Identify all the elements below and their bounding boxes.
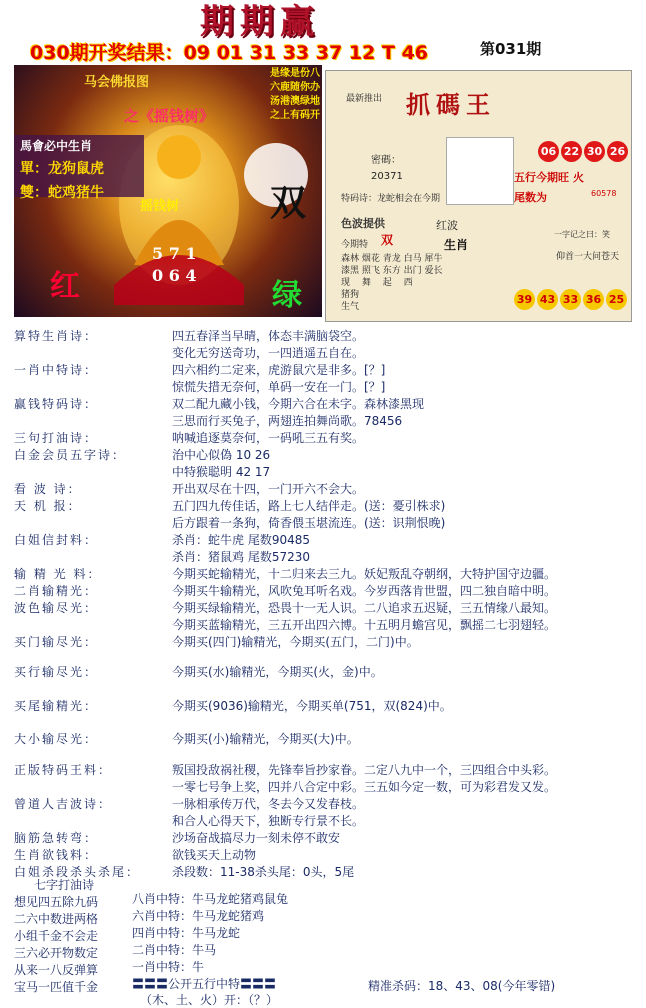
poster-tree: 摇钱树 [140, 199, 180, 214]
top-ball: 26 [607, 141, 628, 162]
list-item: 和合人心得天下，独断专行景不长。 [172, 814, 365, 828]
bottom-ball: 25 [606, 289, 627, 310]
zodiac-pick: 一肖中特：牛 [132, 960, 205, 974]
qizi-line: 从来一八反弹算 [14, 963, 99, 977]
bottom-ball: 36 [583, 289, 604, 310]
precise-kill: 精准杀码：18、43、08(今年零错) [368, 979, 556, 993]
list-item: 白姐杀段杀头杀尾： 杀段数：11-38杀头尾：0头，5尾 [14, 865, 355, 879]
weishu-label: 尾数为 [514, 191, 547, 204]
zodiac-picks [132, 891, 288, 976]
code-note: 特码诗：龙蛇相会在今期 [341, 194, 441, 204]
wuxing-label: 五行今期旺 火 [514, 171, 584, 184]
issue-number: 第031期 [480, 40, 542, 58]
list-item: 买行输尽光： 今期买(水)输精光，今期买(火，金)中。 [14, 665, 383, 679]
list-item: 后方跟着一条狗，倚香偎玉堪流连。(送：识荆恨晚) [172, 516, 446, 530]
qizi-line: 想见四五除九码 [14, 895, 99, 909]
list-item: 赢钱特码诗： 双二配九藏小钱，今期六合在未字。森林漆黑现 [14, 397, 425, 411]
jinqi-value: 双 [381, 233, 394, 247]
bottom-ball: 33 [560, 289, 581, 310]
figure-icon [446, 137, 514, 205]
list-item: 变化无穷送奇功，一四逍遥五自在。 [172, 346, 365, 360]
top-ball: 30 [584, 141, 605, 162]
list-item: 算特生肖诗： 四五春泽当早晴，体态丰满脑袋空。 [14, 329, 365, 343]
qizi-poem [14, 877, 134, 996]
poster-numbers-line1: 5 7 1 [152, 244, 197, 263]
poster-numbers [152, 243, 197, 287]
poster-subtitle: 之《摇钱树》 [124, 107, 215, 125]
list-item: 生肖欲钱料： 欲钱买天上动物 [14, 848, 257, 862]
verse-col: 白马出门西 [403, 254, 422, 288]
list-item: 白金会员五字诗： 治中心似偽 10 26 [14, 448, 271, 462]
poster-side-text: 是缘是份八六鹿随你办汤港澳绿地之上有码开 [270, 68, 320, 121]
wuxing-answer: （木、土、火）开：（？） [140, 993, 279, 1007]
list-item: 看 波 诗： 开出双尽在十四，一门开六不会大。 [14, 482, 365, 496]
zodiac-pick: 八肖中特：牛马龙蛇猪鸡鼠兔 [132, 892, 289, 906]
zodiac-box-title: 馬會必中生肖 [20, 139, 93, 153]
list-item: 买尾输精光： 今期买(9036)输精光，今期买单(751，双(824)中。 [14, 699, 452, 713]
list-item: 脑筋急转弯： 沙场奋战搞尽力一刻未停不敢安 [14, 831, 341, 845]
yzj-label: 一字记之曰：笑 [554, 230, 610, 239]
list-item: 今期买蓝输精光，三五开出四六博。十五明月蟾宫见，飘摇二七羽翅轻。 [172, 618, 557, 632]
verse-col: 猪狗生气 [341, 290, 360, 312]
poster-red: 红 [50, 269, 80, 304]
draw-result: 030期开奖结果：09 01 31 33 37 12 T 46 [30, 42, 429, 64]
code-value: 20371 [371, 171, 403, 182]
list-item: 三句打油诗： 呐喊追逐莫奈何，一码吼三五有奖。 [14, 431, 365, 445]
list-item: 波色输尽光： 今期买绿输精光，恐畏十一无人识。二八追求五迟疑，三五情缘八最知。 [14, 601, 557, 615]
brand-title: 期期赢 [200, 2, 320, 42]
wuxing-title: 〓〓〓公开五行中特〓〓〓 [132, 977, 277, 991]
list-item: 杀肖：猪鼠鸡 尾数57230 [172, 550, 310, 564]
qizi-line: 二六中数进两格 [14, 912, 99, 926]
yzj-line: 仰首一大问苍天 [556, 252, 620, 262]
verse-col: 森林漆黑现 [341, 254, 360, 288]
sebo-label: 色波提供 [341, 217, 385, 230]
list-item: 白姐信封料： 杀肖：蛇牛虎 尾数90485 [14, 533, 310, 547]
panel-title: 抓碼王 [406, 90, 496, 119]
zodiac-even: 雙：蛇鸡猪牛 [20, 185, 104, 201]
panel-new-label: 最新推出 [346, 94, 383, 104]
zodiac-pick: 四肖中特：牛马龙蛇 [132, 926, 241, 940]
zodiac-pick: 六肖中特：牛马龙蛇猪鸡 [132, 909, 265, 923]
header [0, 0, 646, 62]
qizi-title: 七字打油诗 [34, 878, 95, 892]
poster-numbers-line2: 0 6 4 [152, 266, 197, 285]
top-ball: 06 [538, 141, 559, 162]
list-item: 三思而行买兔子，两翅连拍舞尚歌。78456 [172, 414, 403, 428]
poster-image [14, 65, 322, 317]
hongbo-label: 红波 [436, 219, 458, 232]
code-label: 密碼： [371, 155, 401, 166]
list-item: 一肖中特诗： 四六相约二定来，虎游鼠穴是非多。[？] [14, 363, 386, 377]
bottom-ball: 39 [514, 289, 535, 310]
zodiac-pick: 二肖中特：牛马 [132, 943, 217, 957]
verse-col: 犀牛爱长 [424, 254, 443, 276]
list-item: 中特猴聪明 42 17 [172, 465, 271, 479]
bottom-ball: 43 [537, 289, 558, 310]
list-item: 正版特码王料： 叛国投敌祸社稷，先锋奉旨抄家眷。二定八九中一个，三四组合中头彩。 [14, 763, 557, 777]
code-king-panel [325, 70, 632, 322]
list-item: 曾道人吉波诗： 一脉相承传万代，冬去今又发春枝。 [14, 797, 365, 811]
list-item: 输 精 光 料： 今期买蛇输精光，十二归来去三九。妖妃叛乱夺朝纲，大特护国守边疆。 [14, 567, 557, 581]
poster-head: 马会佛报图 [84, 75, 150, 90]
verse-columns [341, 253, 451, 313]
shengxiao-label: 生肖 [444, 238, 469, 252]
list-item: 一零七号争上奖，四并八合定中彩。三五如今定一数，可为彩君发又发。 [172, 780, 557, 794]
qizi-line: 三六必开物数定 [14, 946, 99, 960]
qizi-line: 宝马一匹值千金 [14, 980, 99, 994]
verse-col: 青龙东方起 [382, 254, 401, 288]
jinqi-label: 今期特 [341, 240, 369, 250]
top-ball: 22 [561, 141, 582, 162]
list-item: 买门输尽光： 今期买(四门)输精光，今期买(五门，二门)中。 [14, 635, 419, 649]
poster-double: 双 [270, 182, 307, 224]
qizi-line: 小组千金不会走 [14, 929, 99, 943]
list-item: 惊慌失措无奈何，单码一安在一门。[？] [172, 380, 386, 394]
poster-green: 绿 [272, 278, 302, 313]
weishu-value: 60578 [591, 189, 617, 198]
zodiac-box [14, 135, 144, 201]
verse-col: 烟花照飞舞 [361, 254, 380, 288]
zodiac-odd: 單：龙狗鼠虎 [20, 161, 104, 177]
list-item: 二肖输精光： 今期买牛输精光，风吹兔耳听名戏。今岁西落肯世盟，四二独自暗中明。 [14, 584, 557, 598]
list-item: 大小输尽光： 今期买(小)输精光，今期买(大)中。 [14, 732, 359, 746]
list-item: 天 机 报： 五门四九传佳话，路上七人结伴走。(送：憂引株求) [14, 499, 446, 513]
